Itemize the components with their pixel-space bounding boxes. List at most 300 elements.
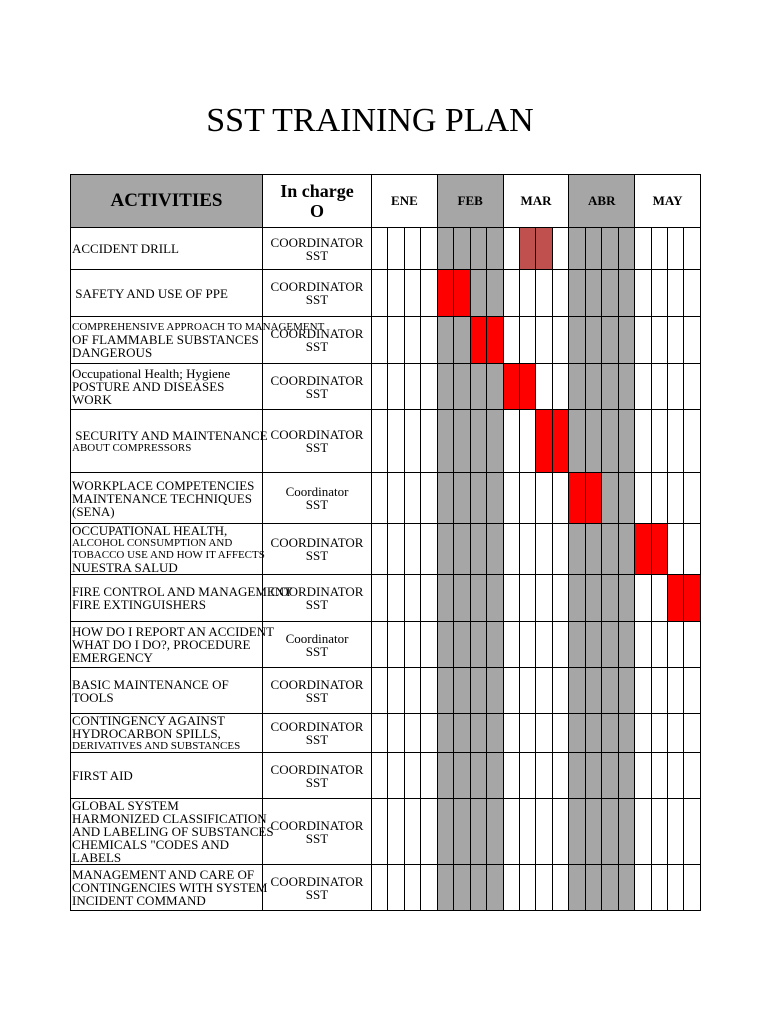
week-cell: [372, 317, 388, 364]
activity-line: EMERGENCY: [72, 650, 153, 665]
activity-line: OF FLAMMABLE SUBSTANCES: [72, 332, 259, 347]
week-cell: [503, 364, 519, 410]
activity-line: ACCIDENT DRILL: [72, 241, 180, 256]
week-cell: [536, 524, 552, 575]
activity-line: ABOUT COMPRESSORS: [72, 441, 192, 454]
activity-line: HOW DO I REPORT AN ACCIDENT: [72, 624, 275, 639]
week-cell: [520, 799, 536, 865]
week-cell: [372, 410, 388, 473]
week-cell: [684, 668, 700, 714]
activity-line: MAINTENANCE TECHNIQUES: [72, 490, 252, 506]
week-cell: [602, 799, 618, 865]
activity-row: [71, 753, 701, 799]
week-cell: [585, 473, 601, 524]
week-cell: [536, 364, 552, 410]
week-cell: [651, 410, 667, 473]
week-cell: [437, 270, 453, 317]
activity-line: WORK: [72, 392, 112, 407]
in-charge-area: SST: [305, 497, 329, 512]
in-charge-cell: [263, 270, 372, 317]
in-charge-area: SST: [305, 292, 329, 307]
week-cell: [470, 317, 486, 364]
activity-line: TOBACCO USE AND HOW IT AFFECTS: [72, 549, 265, 561]
week-cell: [684, 364, 700, 410]
week-cell: [372, 668, 388, 714]
week-cell: [404, 865, 420, 911]
week-cell: [668, 410, 684, 473]
week-cell: [372, 753, 388, 799]
week-cell: [651, 753, 667, 799]
week-cell: [552, 622, 568, 668]
in-charge-area: SST: [305, 247, 329, 263]
week-cell: [437, 622, 453, 668]
activity-row: [71, 364, 701, 410]
week-cell: [503, 473, 519, 524]
week-cell: [503, 668, 519, 714]
activity-line: CONTINGENCY AGAINST: [72, 713, 225, 728]
week-cell: [520, 753, 536, 799]
week-cell: [668, 317, 684, 364]
month-header-ene: ENE: [372, 175, 438, 228]
week-cell: [651, 364, 667, 410]
week-cell: [602, 865, 618, 911]
week-cell: [552, 714, 568, 753]
week-cell: [585, 865, 601, 911]
in-charge-role: COORDINATOR: [270, 326, 364, 341]
in-charge-role: COORDINATOR: [270, 873, 364, 889]
week-cell: [520, 364, 536, 410]
week-cell: [503, 622, 519, 668]
week-cell: [684, 799, 700, 865]
week-cell: [635, 622, 651, 668]
week-cell: [618, 228, 634, 270]
week-cell: [487, 317, 503, 364]
week-cell: [602, 364, 618, 410]
activity-text: [72, 769, 262, 782]
week-cell: [404, 410, 420, 473]
activity-row: [71, 410, 701, 473]
week-cell: [388, 473, 404, 524]
week-cell: [421, 524, 437, 575]
week-cell: [372, 473, 388, 524]
week-cell: [668, 575, 684, 622]
week-cell: [470, 865, 486, 911]
week-cell: [668, 622, 684, 668]
activity-row: [71, 714, 701, 753]
week-cell: [618, 575, 634, 622]
week-cell: [520, 575, 536, 622]
week-cell: [618, 668, 634, 714]
week-cell: [569, 473, 585, 524]
week-cell: [404, 714, 420, 753]
week-cell: [437, 799, 453, 865]
activity-line: LABELS: [72, 850, 122, 865]
week-cell: [388, 714, 404, 753]
week-cell: [487, 865, 503, 911]
week-cell: [454, 575, 470, 622]
week-cell: [372, 228, 388, 270]
week-cell: [668, 364, 684, 410]
week-cell: [437, 410, 453, 473]
week-cell: [421, 668, 437, 714]
week-cell: [552, 524, 568, 575]
week-cell: [585, 622, 601, 668]
week-cell: [585, 575, 601, 622]
week-cell: [470, 753, 486, 799]
week-cell: [536, 668, 552, 714]
week-cell: [602, 410, 618, 473]
week-cell: [668, 228, 684, 270]
week-cell: [437, 575, 453, 622]
week-cell: [503, 228, 519, 270]
activity-text: [72, 678, 262, 704]
week-cell: [388, 410, 404, 473]
in-charge-area: SST: [305, 689, 329, 705]
week-cell: [404, 317, 420, 364]
activity-line: BASIC MAINTENANCE OF: [72, 676, 229, 692]
training-plan-table: [70, 174, 701, 911]
in-charge-area: SST: [305, 440, 329, 455]
activity-cell: [71, 524, 263, 575]
week-cell: [569, 524, 585, 575]
week-cell: [404, 524, 420, 575]
week-cell: [635, 473, 651, 524]
in-charge-area: SST: [305, 774, 329, 790]
in-charge-cell: [263, 714, 372, 753]
week-cell: [552, 364, 568, 410]
week-cell: [372, 865, 388, 911]
activity-line: NUESTRA SALUD: [72, 560, 178, 575]
week-cell: [421, 364, 437, 410]
week-cell: [585, 799, 601, 865]
activity-line: (SENA): [72, 503, 115, 519]
week-cell: [602, 668, 618, 714]
in-charge-role: COORDINATOR: [270, 817, 364, 833]
week-cell: [372, 524, 388, 575]
week-cell: [684, 524, 700, 575]
activity-cell: [71, 228, 263, 270]
week-cell: [487, 799, 503, 865]
week-cell: [421, 714, 437, 753]
week-cell: [470, 473, 486, 524]
week-cell: [470, 668, 486, 714]
week-cell: [404, 364, 420, 410]
activity-line: DANGEROUS: [72, 345, 153, 360]
in-charge-area: SST: [305, 385, 329, 401]
in-charge-role: COORDINATOR: [270, 719, 364, 734]
week-cell: [404, 575, 420, 622]
in-charge-role: COORDINATOR: [270, 535, 364, 550]
in-charge-header: [263, 175, 372, 228]
week-cell: [684, 317, 700, 364]
activity-row: [71, 575, 701, 622]
week-cell: [569, 714, 585, 753]
week-cell: [388, 799, 404, 865]
week-cell: [421, 622, 437, 668]
week-cell: [552, 799, 568, 865]
week-cell: [454, 753, 470, 799]
activity-row: [71, 473, 701, 524]
week-cell: [404, 622, 420, 668]
week-cell: [618, 865, 634, 911]
week-cell: [536, 622, 552, 668]
activity-cell: [71, 714, 263, 753]
in-charge-role: COORDINATOR: [270, 279, 364, 294]
week-cell: [635, 668, 651, 714]
week-cell: [454, 364, 470, 410]
week-cell: [388, 228, 404, 270]
in-charge-area: SST: [305, 548, 329, 563]
activity-line: HYDROCARBON SPILLS,: [72, 726, 221, 741]
week-cell: [552, 228, 568, 270]
in-charge-role: Coordinator: [285, 630, 349, 646]
week-cell: [487, 524, 503, 575]
activity-cell: [71, 473, 263, 524]
week-cell: [569, 753, 585, 799]
activity-row: [71, 228, 701, 270]
week-cell: [454, 473, 470, 524]
week-cell: [602, 575, 618, 622]
week-cell: [520, 228, 536, 270]
in-charge-role: COORDINATOR: [270, 676, 364, 692]
activity-line: TOOLS: [72, 689, 114, 705]
in-charge-cell: [263, 865, 372, 911]
in-charge-cell: [263, 622, 372, 668]
week-cell: [536, 714, 552, 753]
week-cell: [404, 473, 420, 524]
week-cell: [668, 714, 684, 753]
week-cell: [602, 317, 618, 364]
week-cell: [684, 228, 700, 270]
week-cell: [470, 524, 486, 575]
activity-line: CHEMICALS "CODES AND: [72, 837, 229, 852]
week-cell: [487, 622, 503, 668]
week-cell: [668, 799, 684, 865]
activity-text: [72, 479, 262, 518]
activity-cell: [71, 798, 274, 865]
week-cell: [421, 865, 437, 911]
week-cell: [618, 270, 634, 317]
week-cell: [520, 714, 536, 753]
week-cell: [454, 865, 470, 911]
week-cell: [470, 410, 486, 473]
week-cell: [569, 364, 585, 410]
week-cell: [585, 228, 601, 270]
week-cell: [520, 473, 536, 524]
week-cell: [404, 753, 420, 799]
week-cell: [618, 317, 634, 364]
week-cell: [404, 799, 420, 865]
week-cell: [552, 473, 568, 524]
week-cell: [487, 668, 503, 714]
week-cell: [503, 799, 519, 865]
week-cell: [437, 714, 453, 753]
week-cell: [684, 865, 700, 911]
in-charge-area: SST: [305, 643, 329, 659]
week-cell: [618, 524, 634, 575]
week-cell: [503, 575, 519, 622]
week-cell: [470, 714, 486, 753]
week-cell: [454, 524, 470, 575]
week-cell: [651, 622, 667, 668]
week-cell: [635, 317, 651, 364]
week-cell: [585, 410, 601, 473]
week-cell: [454, 668, 470, 714]
week-cell: [602, 753, 618, 799]
week-cell: [437, 364, 453, 410]
week-cell: [552, 317, 568, 364]
week-cell: [569, 668, 585, 714]
week-cell: [503, 753, 519, 799]
week-cell: [388, 270, 404, 317]
activity-line: WHAT DO I DO?, PROCEDURE: [72, 637, 251, 652]
week-cell: [585, 364, 601, 410]
in-charge-cell: [263, 524, 372, 575]
week-cell: [569, 317, 585, 364]
in-charge-role: COORDINATOR: [270, 761, 364, 777]
week-cell: [569, 799, 585, 865]
activity-text: [72, 523, 265, 575]
week-cell: [684, 410, 700, 473]
week-cell: [404, 270, 420, 317]
week-cell: [437, 228, 453, 270]
week-cell: [585, 753, 601, 799]
activity-line: ALCOHOL CONSUMPTION AND: [72, 537, 233, 549]
week-cell: [552, 410, 568, 473]
week-cell: [635, 865, 651, 911]
in-charge-role: COORDINATOR: [270, 427, 364, 442]
activity-line: CONTINGENCIES WITH SYSTEM: [72, 880, 268, 895]
in-charge-cell: [263, 364, 372, 410]
week-cell: [618, 473, 634, 524]
week-cell: [536, 575, 552, 622]
week-cell: [602, 622, 618, 668]
activity-cell: [71, 622, 275, 668]
week-cell: [651, 714, 667, 753]
activity-cell: [71, 270, 263, 317]
week-cell: [520, 668, 536, 714]
month-header-may: MAY: [635, 175, 701, 228]
in-charge-area: SST: [305, 886, 329, 902]
week-cell: [651, 270, 667, 317]
in-charge-cell: [263, 473, 372, 524]
week-cell: [552, 270, 568, 317]
week-cell: [651, 524, 667, 575]
month-header-mar: MAR: [503, 175, 569, 228]
week-cell: [388, 753, 404, 799]
week-cell: [635, 364, 651, 410]
week-cell: [618, 410, 634, 473]
week-cell: [651, 865, 667, 911]
week-cell: [454, 622, 470, 668]
activity-row: [71, 270, 701, 317]
header-row: [71, 175, 701, 228]
week-cell: [651, 228, 667, 270]
week-cell: [668, 524, 684, 575]
week-cell: [635, 270, 651, 317]
week-cell: [684, 270, 700, 317]
week-cell: [651, 668, 667, 714]
activity-cell: [71, 364, 263, 410]
activity-line: FIRE CONTROL AND MANAGEMENT: [72, 584, 293, 599]
activity-text: [72, 367, 262, 406]
week-cell: [569, 228, 585, 270]
week-cell: [585, 317, 601, 364]
week-cell: [421, 270, 437, 317]
in-charge-role: Coordinator: [285, 484, 349, 499]
week-cell: [454, 270, 470, 317]
week-cell: [668, 473, 684, 524]
week-cell: [388, 575, 404, 622]
week-cell: [421, 228, 437, 270]
activity-line: DERIVATIVES AND SUBSTANCES: [72, 740, 241, 752]
activity-text: [72, 242, 262, 255]
week-cell: [454, 799, 470, 865]
in-charge-header-line2: O: [309, 201, 324, 221]
week-cell: [569, 270, 585, 317]
week-cell: [520, 410, 536, 473]
week-cell: [437, 865, 453, 911]
activity-text: [72, 427, 268, 454]
activity-line: SECURITY AND MAINTENANCE: [72, 427, 268, 443]
week-cell: [437, 753, 453, 799]
in-charge-cell: [263, 799, 372, 865]
week-cell: [585, 524, 601, 575]
activity-row: [71, 524, 701, 575]
week-cell: [602, 270, 618, 317]
activity-line: SAFETY AND USE OF PPE: [72, 285, 228, 301]
week-cell: [503, 714, 519, 753]
week-cell: [437, 668, 453, 714]
week-cell: [388, 524, 404, 575]
week-cell: [487, 473, 503, 524]
activity-line: AND LABELING OF SUBSTANCES: [72, 824, 274, 839]
activity-line: MANAGEMENT AND CARE OF: [72, 867, 255, 882]
week-cell: [684, 714, 700, 753]
week-cell: [536, 753, 552, 799]
week-cell: [520, 524, 536, 575]
week-cell: [454, 317, 470, 364]
month-header-abr: ABR: [569, 175, 635, 228]
week-cell: [684, 753, 700, 799]
week-cell: [470, 799, 486, 865]
week-cell: [421, 317, 437, 364]
week-cell: [421, 473, 437, 524]
in-charge-role: COORDINATOR: [270, 372, 364, 388]
activities-header: ACTIVITIES: [71, 175, 263, 228]
week-cell: [651, 575, 667, 622]
week-cell: [520, 317, 536, 364]
week-cell: [536, 228, 552, 270]
week-cell: [635, 714, 651, 753]
week-cell: [503, 410, 519, 473]
week-cell: [503, 865, 519, 911]
week-cell: [404, 668, 420, 714]
week-cell: [536, 270, 552, 317]
week-cell: [585, 270, 601, 317]
week-cell: [454, 410, 470, 473]
week-cell: [552, 753, 568, 799]
week-cell: [372, 270, 388, 317]
week-cell: [684, 575, 700, 622]
week-cell: [437, 317, 453, 364]
week-cell: [536, 799, 552, 865]
week-cell: [404, 228, 420, 270]
activity-line: HARMONIZED CLASSIFICATION: [72, 811, 267, 826]
in-charge-role: COORDINATOR: [270, 234, 364, 250]
activity-cell: [71, 753, 263, 799]
activity-line: WORKPLACE COMPETENCIES: [72, 477, 255, 493]
